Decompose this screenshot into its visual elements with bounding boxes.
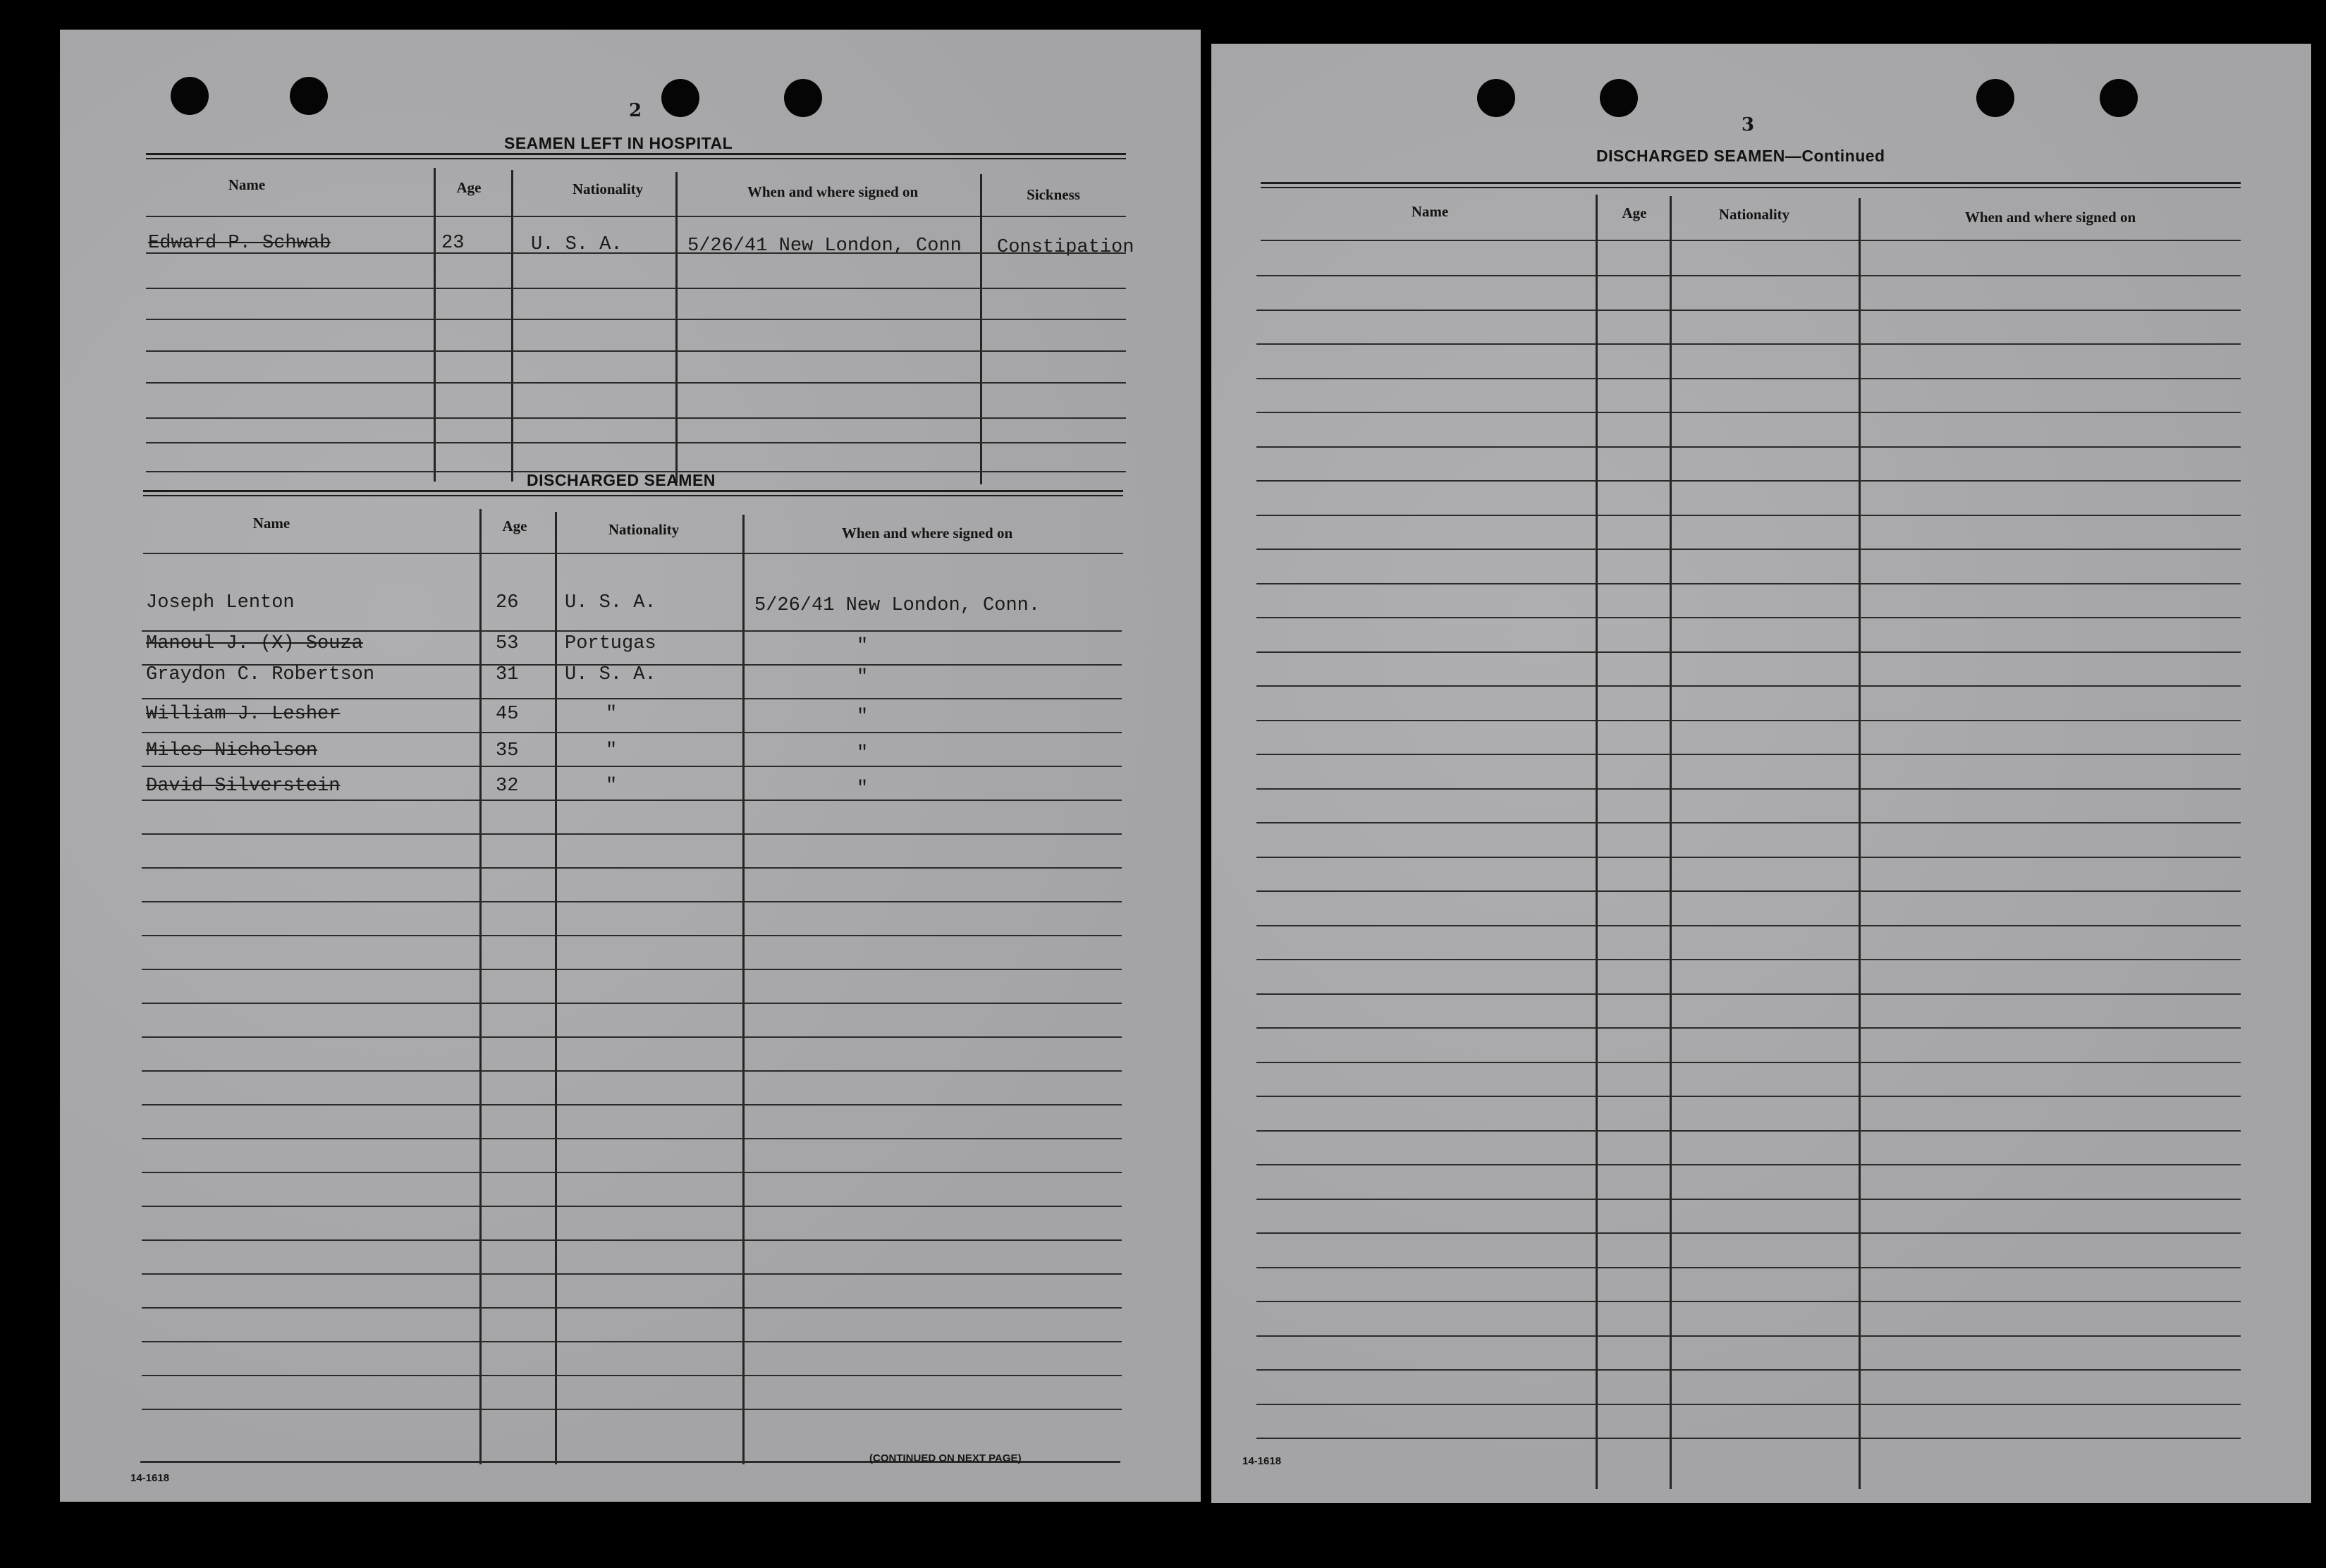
discharged-col-age: Age [502,517,527,534]
continued-table-top-rule [1261,182,2241,188]
discharged-section-title: DISCHARGED SEAMEN [527,471,716,489]
table-row-rule [1256,754,2241,755]
continued-col-divider [1859,198,1861,1489]
discharged-col-divider [742,515,745,1464]
discharged-nationality-cell: " [606,776,618,797]
table-row-rule [146,350,1126,352]
discharged-header-rule [143,553,1123,554]
table-row-rule [142,935,1122,936]
hospital-table-top-rule [146,153,1126,159]
continued-col-name: Name [1411,203,1449,220]
continued-col-nationality: Nationality [1718,206,1790,223]
discharged-name-cell: Manoul J. (X) Souza [146,633,363,654]
hospital-col-divider [511,170,513,482]
discharged-col-divider [479,509,482,1464]
table-row-rule [146,319,1126,320]
table-row-rule [142,1138,1122,1139]
table-row-rule [1256,788,2241,790]
discharged-col-nationality: Nationality [608,521,680,538]
table-row-rule [1256,1301,2241,1302]
form-number: 14-1618 [1242,1455,1282,1467]
discharged-signed-on-cell: " [857,667,869,688]
discharged-signed-on-cell: " [857,706,869,728]
table-row-rule [1256,1164,2241,1165]
punch-hole [290,77,328,115]
punch-hole [661,79,699,117]
punch-hole [171,77,209,115]
table-row-rule [142,1375,1122,1376]
form-number: 14-1618 [130,1472,170,1484]
table-row-rule [142,630,1122,632]
table-row-rule [1256,1404,2241,1405]
hospital-section-title: SEAMEN LEFT IN HOSPITAL [504,134,733,152]
discharged-nationality-cell: U. S. A. [565,592,656,613]
table-row-rule [1256,310,2241,311]
left-page [60,30,1201,1502]
table-row-rule [146,442,1126,443]
discharged-table-top-rule [143,490,1123,496]
discharged-age-cell: 35 [496,740,519,761]
hospital-col-divider [980,174,982,484]
table-row-rule [1256,275,2241,276]
discharged-name-cell: Graydon C. Robertson [146,664,375,685]
hospital-nationality-cell: U. S. A. [531,234,623,255]
table-row-rule [142,1070,1122,1072]
table-row-rule [142,766,1122,767]
table-row-rule [1256,1199,2241,1200]
hospital-age-cell: 23 [441,233,465,254]
hospital-name-cell: Edward P. Schwab [148,233,331,254]
continued-header-rule [1261,240,2241,241]
discharged-name-cell: David Silverstein [146,776,341,797]
table-row-rule [142,1307,1122,1309]
table-row-rule [142,1409,1122,1410]
table-row-rule [1256,890,2241,892]
table-row-rule [1256,1130,2241,1132]
discharged-nationality-cell: " [606,704,618,725]
table-row-rule [142,1172,1122,1173]
table-row-rule [1256,720,2241,721]
continued-col-signed-on: When and where signed on [1964,209,2136,226]
hospital-sickness-cell: Constipation [997,237,1134,258]
table-row-rule [1256,822,2241,823]
right-page [1211,44,2311,1503]
table-row-rule [142,1003,1122,1004]
table-row-rule [1256,857,2241,858]
continued-col-divider [1596,195,1598,1489]
table-row-rule [142,1341,1122,1342]
hospital-col-name: Name [228,176,266,193]
table-row-rule [146,417,1126,419]
table-row-rule [146,252,1126,254]
hospital-col-signed-on: When and where signed on [747,183,919,200]
table-row-rule [1256,651,2241,653]
table-row-rule [142,732,1122,733]
discharged-continued-title: DISCHARGED SEAMEN—Continued [1596,147,1885,165]
discharged-signed-on-cell: " [857,743,869,764]
punch-hole [784,79,822,117]
table-row-rule [1256,959,2241,960]
hospital-col-nationality: Nationality [572,180,644,197]
discharged-age-cell: 31 [496,664,519,685]
continued-col-age: Age [1622,204,1647,221]
table-row-rule [142,1104,1122,1105]
table-row-rule [1256,1096,2241,1097]
table-row-rule [142,1036,1122,1038]
discharged-signed-on-cell: " [857,636,869,657]
table-row-rule [1256,343,2241,345]
table-row-rule [1256,515,2241,516]
discharged-name-cell: Miles Nicholson [146,740,318,761]
table-row-rule [1256,1438,2241,1439]
hospital-col-divider [675,172,678,483]
discharged-nationality-cell: " [606,740,618,761]
discharged-col-signed-on: When and where signed on [841,525,1013,541]
hospital-col-divider [434,168,436,482]
table-row-rule [1256,1232,2241,1234]
page-number: 2 [629,100,642,121]
table-row-rule [142,800,1122,801]
discharged-age-cell: 45 [496,704,519,725]
table-row-rule [1256,993,2241,995]
discharged-age-cell: 53 [496,633,519,654]
continued-col-divider [1670,196,1672,1489]
hospital-header-rule [146,216,1126,217]
table-row-rule [142,833,1122,835]
punch-hole [2100,79,2138,117]
table-row-rule [1256,549,2241,550]
punch-hole [1600,79,1638,117]
table-row-rule [1256,583,2241,584]
table-row-rule [1256,925,2241,926]
table-row-rule [1256,1335,2241,1337]
hospital-col-age: Age [456,179,482,196]
table-row-rule [1256,1027,2241,1029]
table-row-rule [1256,446,2241,448]
discharged-age-cell: 32 [496,776,519,797]
table-row-rule [142,1273,1122,1275]
table-row-rule [146,382,1126,384]
discharged-col-divider [555,512,557,1464]
table-row-rule [146,288,1126,289]
table-row-rule [1256,378,2241,379]
hospital-col-sickness: Sickness [1027,186,1080,203]
table-row-rule [142,664,1122,666]
table-row-rule [142,1239,1122,1241]
table-row-rule [142,698,1122,699]
table-row-rule [1256,617,2241,618]
discharged-col-name: Name [252,515,290,532]
table-row-rule [142,867,1122,869]
page-number: 3 [1742,114,1755,135]
discharged-signed-on-cell: 5/26/41 New London, Conn. [754,595,1041,616]
table-row-rule [1256,1267,2241,1268]
table-row-rule [1256,1062,2241,1063]
discharged-age-cell: 26 [496,592,519,613]
table-row-rule [1256,685,2241,687]
table-row-rule [142,1206,1122,1207]
discharged-name-cell: Joseph Lenton [146,592,295,613]
discharged-name-cell: William J. Lesher [146,704,341,725]
discharged-nationality-cell: Portugas [565,633,656,654]
table-row-rule [1256,1369,2241,1371]
punch-hole [1976,79,2014,117]
punch-hole [1477,79,1515,117]
table-row-rule [142,901,1122,902]
hospital-signed-on-cell: 5/26/41 New London, Conn [687,235,962,257]
continued-note: (CONTINUED ON NEXT PAGE) [869,1452,1022,1464]
discharged-signed-on-cell: " [857,778,869,800]
table-row-rule [142,969,1122,970]
discharged-nationality-cell: U. S. A. [565,664,656,685]
table-row-rule [1256,412,2241,413]
table-row-rule [1256,480,2241,482]
